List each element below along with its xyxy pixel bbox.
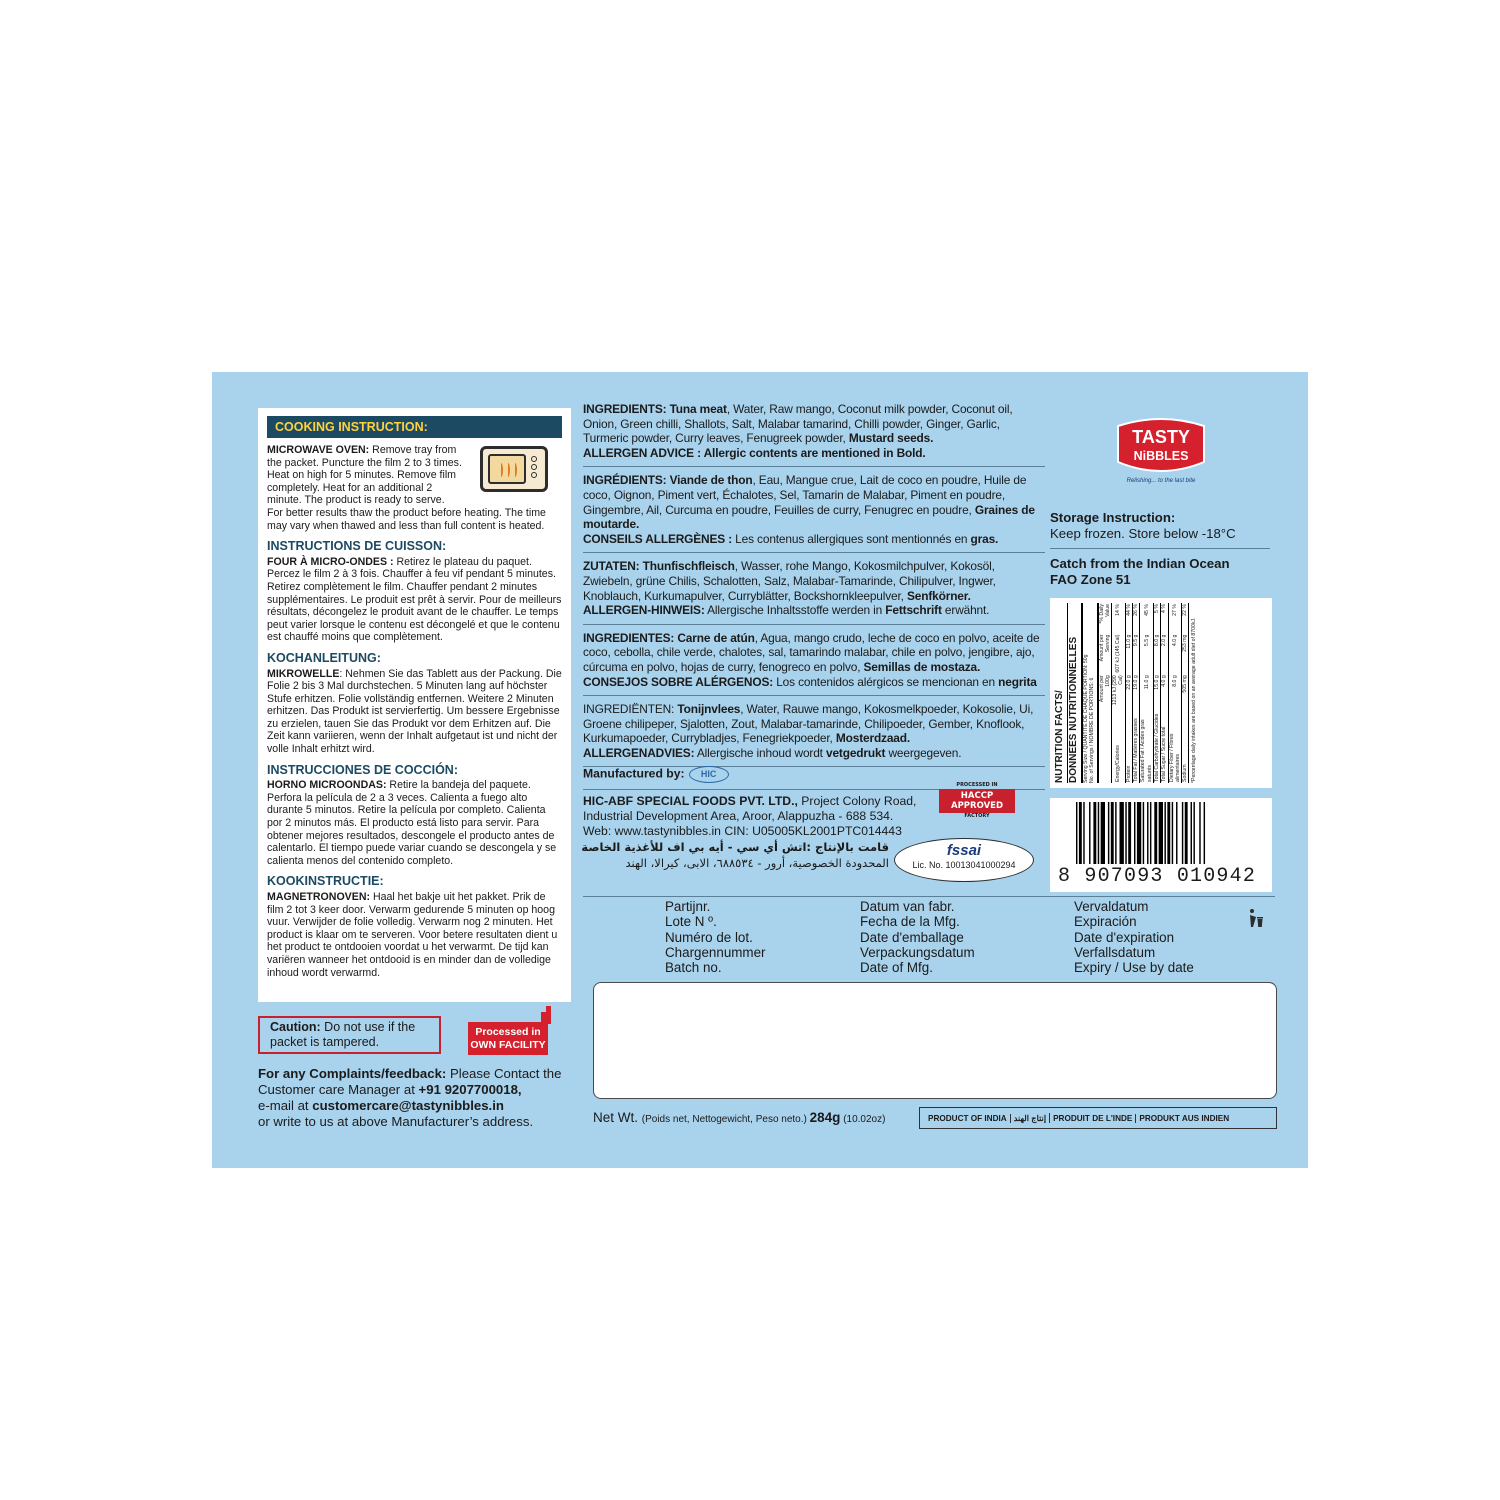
allergen-bold-es: negrita — [998, 674, 1037, 689]
ingredients-nl — [583, 702, 1045, 767]
expiry-label: Expiración — [1074, 914, 1137, 930]
barcode-bar — [1143, 802, 1144, 864]
product-origin — [919, 1107, 1277, 1129]
cooking-body-es: Retire la bandeja del paquete. Perfora la película de 2 a 3 veces. Calienta a fuego alto durante 5 minutos. Retire la película por completo. Calienta por 2 minutos más. El producto está listo para servir. Para obtener mejores resultados, descongele el producto antes de calentarlo. El tiempo puede variar cuando se descongela y se calienta menos del contenido completo. — [267, 779, 557, 867]
nutrient-daily-value: 14 % — [1112, 603, 1126, 634]
complaints-text-c: or write to us at above Manufacturer’s address. — [258, 1114, 534, 1129]
table-row — [1112, 603, 1126, 783]
origin-en: PRODUCT OF INDIA — [925, 1114, 1011, 1123]
catch-area — [1050, 556, 1270, 588]
table-row — [1153, 603, 1160, 783]
barcode-bar — [1076, 802, 1077, 864]
expiry-label: Expiry / Use by date — [1074, 960, 1194, 976]
manufacturer-arabic-2: المحدودة الخصوصية، أرور - ٦٨٨٥٣٤، الابى، كيرالا، الهند — [625, 856, 889, 870]
ingredient-main-fr: Viande de thon — [669, 473, 753, 488]
net-weight-oz: (10.02oz) — [840, 1114, 886, 1125]
ingredients-en — [583, 402, 1045, 467]
barcode-bar — [1172, 802, 1173, 864]
cooking-instructions-nl — [267, 891, 562, 979]
nutrition-col-a: Amount per 100g — [1099, 674, 1112, 711]
batch-number-labels — [665, 899, 765, 975]
barcode-bar — [1147, 802, 1148, 864]
origin-de: PRODUKT AUS INDIEN — [1139, 1113, 1230, 1123]
expiry-date-labels — [1074, 899, 1194, 975]
nutrient-value-100g: 19.0 g — [1133, 674, 1140, 711]
batch-label: Chargennummer — [665, 944, 766, 960]
ingredient-main-en: Tuna meat — [669, 402, 727, 416]
nutrient-daily-value: 45 % — [1140, 603, 1154, 634]
allergen-nl: Mosterdzaad. — [835, 731, 911, 746]
nutrient-value-serving: 4.0 g — [1168, 634, 1182, 675]
manufacturer-address-a: Project Colony Road, — [797, 794, 917, 808]
net-weight-label: Net Wt. — [593, 1110, 642, 1125]
microwave-head-en: MICROWAVE OVEN: — [267, 444, 370, 456]
nutrient-value-serving: 253 mg — [1182, 634, 1189, 675]
allergen-en: Mustard seeds. — [848, 431, 934, 446]
batch-label: Batch no. — [665, 960, 722, 976]
haccp-bot: FACTORY — [964, 813, 990, 819]
nutrient-value-serving: 607 kJ (145 Cal) — [1112, 634, 1126, 675]
ingredients-text-nl: , Water, Rauwe mango, Kokosmelkpoeder, Kokosolie, Ui, Groene chilipeper, Sjalotten, Zout, Malabar-tamarinde, Chilipoeder, Gember, Knoflook, Kurkumapoeder, Currybladjes, Fenegriekpoeder, — [583, 702, 1034, 746]
nutrient-daily-value: 27 % — [1168, 603, 1182, 634]
complaints-head: For any Complaints/feedback: — [258, 1066, 447, 1081]
ingredients-fr — [583, 473, 1045, 553]
ingredients-text-de: , Wasser, rohe Mango, Kokosmilchpulver, Kokosöl, Zwiebeln, grüne Chilis, Schalotten, Salz, Malabar-Tamarinde, Chilipulver, Ingwer, Knoblauch, Kurkumapulver, Curryblätter, Bockshornkleepulver, — [583, 559, 996, 603]
barcode-bar — [1115, 802, 1116, 864]
cooking-body-fr: Retirez le plateau du paquet. Percez le film 2 à 3 fois. Chauffer à feu vif pendant 5 minutes. Retirez complètement le film. Chauffer pendant 2 minutes supplémentaires. Le produit est prêt à servir. Pour de meilleurs résultats, décongelez le produit avant de le chauffer. Le temps peut varier lorsque le contenu est décongelé et que le contenu est chauffé moins que complètement. — [267, 555, 562, 644]
mfg-date-label: Datum van fabr. — [860, 899, 955, 914]
haccp-top: PROCESSED IN — [956, 782, 998, 788]
barcode-bar — [1164, 802, 1165, 864]
table-row — [1161, 603, 1168, 783]
nutrient-value-100g: 15.0 g — [1153, 674, 1160, 711]
barcode-bar — [1134, 802, 1135, 864]
nutrition-table — [1099, 603, 1190, 783]
allergen-label-nl: ALLERGENADVIES: — [583, 745, 695, 760]
nutrient-name: Dietary Fiber / Fibres alimentaires — [1168, 711, 1182, 783]
barcode-bars — [1076, 802, 1258, 864]
cooking-head-de: MIKROWELLE — [267, 667, 340, 680]
ingredients-text-fr: , Eau, Mangue crue, Lait de coco en poudre, Huile de coco, Oignon, Piment vert, Échalotes, Sel, Tamarin de Malabar, Piment en poudre, Gingembre, Ail, Curcuma en poudre, Feuilles de curry, Fenugrec en poudre, — [583, 473, 1027, 517]
manufacturer-company: HIC-ABF SPECIAL FOODS PVT. LTD., — [583, 794, 798, 808]
barcode-bar — [1125, 802, 1126, 864]
nutrient-daily-value: 22 % — [1182, 603, 1189, 634]
cooking-title-nl: KOOKINSTRUCTIE: — [267, 874, 384, 889]
caution-body: Do not use if the packet is tampered. — [270, 1020, 416, 1049]
allergen-bold-de: Fettschrift — [885, 603, 942, 618]
ingredient-main-de: Thunfischfleisch — [642, 559, 735, 574]
barcode-bar — [1191, 802, 1192, 864]
ingredients-column — [583, 402, 1045, 773]
brand-line1: TASTY — [1132, 427, 1190, 447]
storage-head: Storage Instruction: — [1050, 510, 1176, 525]
nutrient-name: Saturated Fat / Acides gras saturés — [1140, 711, 1154, 783]
cooking-instructions-fr — [267, 556, 562, 644]
brand-tagline: Relishing... to the last bite — [1126, 478, 1196, 484]
ingredients-label-en: INGREDIENTS: — [583, 402, 670, 416]
table-row — [1182, 603, 1189, 783]
fssai-logo — [894, 838, 1034, 882]
package-back-label — [212, 372, 1308, 1168]
ingredients-label-fr: INGRÉDIENTS: — [583, 473, 670, 488]
batch-label: Lote N º. — [665, 914, 717, 930]
barcode-bar — [1108, 802, 1109, 864]
complaints-contact — [258, 1066, 578, 1130]
barcode-bar — [1159, 802, 1163, 864]
nutrient-value-serving: 9.5 g — [1133, 634, 1140, 675]
caution-head: Caution: — [270, 1020, 321, 1034]
ingredients-label-nl: INGREDIËNTEN: — [583, 702, 678, 717]
allergen-fr: Graines de moutarde. — [583, 502, 1035, 532]
cooking-instructions-de — [267, 668, 562, 756]
nutrition-servings: No. of Servings / NOMBRE DE PORTIONS: 6 — [1089, 603, 1098, 783]
cooking-title: COOKING INSTRUCTION: — [267, 416, 562, 438]
barcode-bar — [1089, 802, 1090, 864]
ingredients-label-es: INGREDIENTES: — [583, 630, 678, 645]
barcode-number: 8 907093 010942 — [1058, 865, 1257, 888]
cooking-title-fr: INSTRUCTIONS DE CUISSON: — [267, 539, 447, 554]
cooking-title-es: INSTRUCCIONES DE COCCIÓN: — [267, 762, 458, 777]
allergen-advice-en: ALLERGEN ADVICE : Allergic contents are mentioned in Bold. — [583, 445, 926, 460]
allergen-text-fr: Les contenus allergiques sont mentionnés en — [732, 531, 971, 546]
nutrition-facts-panel — [1050, 598, 1272, 788]
expiry-label: Verfallsdatum — [1074, 944, 1156, 960]
fssai-mark: fssai — [946, 842, 982, 859]
nutrient-value-100g: 22.0 g — [1125, 674, 1132, 711]
microwave-icon — [480, 446, 548, 492]
nutrient-value-serving: 2.0 g — [1161, 634, 1168, 675]
ingredient-main-es: Carne de atún — [677, 630, 755, 645]
nutrient-name: Total Sugar / Sucre total — [1161, 711, 1168, 783]
allergen-label-de: ALLERGEN-HINWEIS: — [583, 603, 705, 618]
barcode-bar — [1120, 802, 1124, 864]
cooking-title-de: KOCHANLEITUNG: — [267, 650, 381, 665]
cooking-head-es: HORNO MICROONDAS: — [267, 779, 387, 792]
nutrition-footnote: *Percentage daily intakes are based on an average adult diet of 8700kJ. — [1191, 617, 1198, 783]
caution-box — [258, 1016, 441, 1054]
microwave-instructions-en — [267, 444, 467, 507]
nutrient-name: Energy/Calories — [1112, 711, 1126, 783]
manufacturer-web-cin: Web: www.tastynibbles.in CIN: U05005KL2001PTC014443 — [583, 824, 902, 838]
haccp-mid: HACCP APPROVED — [939, 789, 1015, 813]
storage-instruction — [1050, 510, 1270, 549]
barcode-bar — [1185, 802, 1188, 864]
complaints-text-b: e-mail at — [258, 1098, 313, 1113]
net-weight — [593, 1110, 885, 1125]
nutrient-value-serving: 5.5 g — [1140, 634, 1154, 675]
nutrition-title-1: NUTRITION FACTS/ — [1054, 603, 1068, 783]
expiry-label: Date d'expiration — [1074, 929, 1175, 945]
allergen-label-es: CONSEJOS SOBRE ALÉRGENOS: — [583, 674, 774, 689]
table-row — [1125, 603, 1132, 783]
nutrient-value-100g: 11.0 g — [1140, 674, 1154, 711]
ingredients-label-de: ZUTATEN: — [583, 559, 643, 574]
manufacturer-label: Manufactured by: — [583, 766, 685, 781]
fssai-license: Lic. No. 10013041000294 — [912, 860, 1016, 870]
barcode — [1050, 798, 1272, 892]
allergen-bold-nl: vetgedrukt — [826, 745, 886, 760]
allergen-end-nl: weergegeven. — [885, 745, 962, 760]
microwave-note-en: For better results thaw the product before heating. The time may vary when thawed and less than full content is heated. — [267, 506, 546, 532]
allergen-end-de: erwähnt. — [941, 603, 990, 618]
nutrition-col-c: *% Daily Value — [1099, 603, 1112, 634]
microwave-section-en — [267, 444, 562, 532]
barcode-bar — [1150, 802, 1151, 864]
mfg-date-label: Fecha de la Mfg. — [860, 914, 960, 930]
ingredients-text-es: , Agua, mango crudo, leche de coco en polvo, aceite de coco, cebolla, chile verde, chalotes, sal, tamarindo malabar, chile en polvo, jengibre, ajo, cúrcuma en polvo, hojas de curry, fenogreco en polvo, — [583, 630, 1040, 674]
barcode-bar — [1182, 802, 1183, 864]
barcode-bar — [1083, 802, 1084, 864]
barcode-bar — [1199, 802, 1200, 864]
storage-body: Keep frozen. Store below -18°C — [1050, 526, 1236, 541]
own-facility-line2: OWN FACILITY — [470, 1038, 546, 1051]
allergen-text-de: Allergische Inhaltsstoffe werden in — [704, 603, 886, 618]
mfg-date-label: Verpackungsdatum — [860, 944, 975, 960]
cooking-instructions-panel — [258, 408, 571, 1002]
haccp-badge — [939, 782, 1015, 819]
barcode-bar — [1167, 802, 1170, 864]
nutrient-daily-value: 5 % — [1153, 603, 1160, 634]
ingredient-main-nl: Tonijnvlees — [677, 702, 741, 717]
barcode-bar — [1154, 802, 1157, 864]
cooking-head-fr: FOUR À MICRO-ONDES : — [267, 555, 394, 568]
nutrient-value-serving: 11.0 g — [1125, 634, 1132, 675]
net-weight-langs: (Poids net, Nettogewicht, Peso neto.) — [641, 1114, 810, 1125]
catch-line1: Catch from the Indian Ocean — [1050, 556, 1230, 571]
barcode-bar — [1101, 802, 1105, 864]
nutrient-value-100g: 1213 kJ (290 Cal) — [1112, 674, 1126, 711]
nutrient-name: Total Carbohydrate / Glucides — [1153, 711, 1160, 783]
table-row — [1133, 603, 1140, 783]
nutrition-col-b: Amount per Serving — [1099, 634, 1112, 675]
nutrient-name: Protein — [1125, 711, 1132, 783]
table-row — [1140, 603, 1154, 783]
own-facility-badge — [468, 1022, 548, 1055]
allergen-bold-fr: gras. — [970, 531, 999, 546]
manufacturer-arabic — [569, 839, 889, 871]
allergen-de: Senfkörner. — [906, 588, 971, 603]
microwave-body-en: Remove tray from the packet. Puncture the film 2 to 3 times. Heat on high for 5 minutes. Remove film completely. Heat for an additional 2 minute. The product is ready to serve. — [267, 444, 462, 507]
ingredients-text-en: , Water, Raw mango, Coconut milk powder, Coconut oil, Onion, Green chilli, Shallots, Salt, Malabar tamarind, Chilli powder, Ginger, Garlic, Turmeric powder, Curry leaves, Fenugreek powder, — [583, 402, 1013, 446]
cooking-head-nl: MAGNETRONOVEN: — [267, 891, 370, 903]
origin-fr: PRODUIT DE L'INDE — [1050, 1114, 1136, 1123]
hic-logo: HIC — [689, 766, 729, 783]
barcode-bar — [1193, 802, 1194, 864]
nutrient-value-serving: 8.0 g — [1153, 634, 1160, 675]
nutrient-value-100g: 4.0 g — [1161, 674, 1168, 711]
cooking-body-de: : Nehmen Sie das Tablett aus der Packung. Die Folie 2 bis 3 Mal durchstechen. 5 Minuten lang auf höchster Stufe erhitzen. Folie vollständig entfernen. Weitere 2 Minuten erhitzen. Das Produkt ist servierfertig. Um bessere Ergebnisse zu erzielen, tauen Sie das Produkt vor dem Erhitzen auf. Die Zeit kann variieren, wenn der Inhalt aufgetaut ist und nicht der volle Inhalt erhitzt wird. — [267, 667, 562, 756]
nutrient-name: Total Fat / Matières grasses — [1133, 711, 1140, 783]
complaints-text-a: Please Contact the Customer care Manager at — [258, 1066, 562, 1097]
customer-care-phone: +91 9207700018, — [418, 1082, 522, 1097]
batch-label: Partijnr. — [665, 899, 711, 914]
barcode-bar — [1128, 802, 1131, 864]
allergen-text-es: Los contenidos alérgicos se mencionan en — [773, 674, 999, 689]
nutrition-serving: Serving Size / QUANTITE DE CHAQUE PORTION: 50g — [1083, 654, 1089, 783]
dispose-in-bin-icon — [1248, 908, 1264, 928]
origin-ar: إنتاج الهند — [1011, 1113, 1050, 1123]
barcode-bar — [1111, 802, 1114, 864]
barcode-bar — [1098, 802, 1099, 864]
own-facility-line1: Processed in — [475, 1026, 541, 1038]
batch-label: Numéro de lot. — [665, 929, 753, 945]
ingredients-es — [583, 631, 1045, 696]
customer-care-email: customercare@tastynibbles.in — [312, 1098, 504, 1113]
manufacturer-address-b: Industrial Development Area, Aroor, Alappuzha - 688 534. — [583, 809, 894, 823]
nutrition-title-2: DONNEES NUTRITIONNELLES — [1068, 603, 1083, 783]
manufacturer-arabic-1: قامت بالإنتاج :اتش أي سي - أيه بي اف للأغذية الخاصة — [581, 840, 889, 854]
brand-line2: NiBBLES — [1133, 449, 1189, 463]
nutrient-value-100g: 8.0 g — [1168, 674, 1182, 711]
batch-date-block — [583, 896, 1275, 976]
barcode-bar — [1204, 802, 1205, 864]
mfg-date-labels — [860, 899, 975, 975]
barcode-bar — [1079, 802, 1082, 864]
allergen-es: Semillas de mostaza. — [863, 659, 981, 674]
ingredients-de — [583, 559, 1045, 624]
nutrient-daily-value: 4 % — [1161, 603, 1168, 634]
nutrient-daily-value: 44 % — [1125, 603, 1132, 634]
cooking-instructions-es — [267, 779, 562, 867]
net-weight-value: 284g — [809, 1110, 841, 1125]
expiry-label: Vervaldatum — [1074, 899, 1149, 914]
barcode-bar — [1093, 802, 1096, 864]
barcode-bar — [1137, 802, 1141, 864]
table-row — [1168, 603, 1182, 783]
tasty-nibbles-logo — [1104, 414, 1218, 488]
mfg-date-label: Date of Mfg. — [860, 960, 933, 976]
nutrient-value-100g: 505 mg — [1182, 674, 1189, 711]
cooking-body-nl: Haal het bakje uit het pakket. Prik de film 2 tot 3 keer door. Verwarm gedurende 5 minuten op hoog vuur. Verwijder de folie volledig. Verwarm nog 2 minuten. Het product is klaar om te serveren. Voor betere resultaten dient u het product te ontdooien voordat u het verwarmt. De tijd kan variëren wanneer het ontdooid is en minder dan de volledige inhoud wordt verwarmd. — [267, 891, 558, 979]
mfg-date-label: Date d'emballage — [860, 929, 964, 945]
nutrient-daily-value: 26 % — [1133, 603, 1140, 634]
catch-line2: FAO Zone 51 — [1050, 572, 1131, 587]
print-area-blank — [593, 982, 1277, 1099]
allergen-label-fr: CONSEILS ALLERGÈNES : — [583, 531, 733, 546]
barcode-bar — [1176, 802, 1177, 864]
nutrient-name: Sodium — [1182, 711, 1189, 783]
allergen-text-nl: Allergische inhoud wordt — [694, 745, 826, 760]
